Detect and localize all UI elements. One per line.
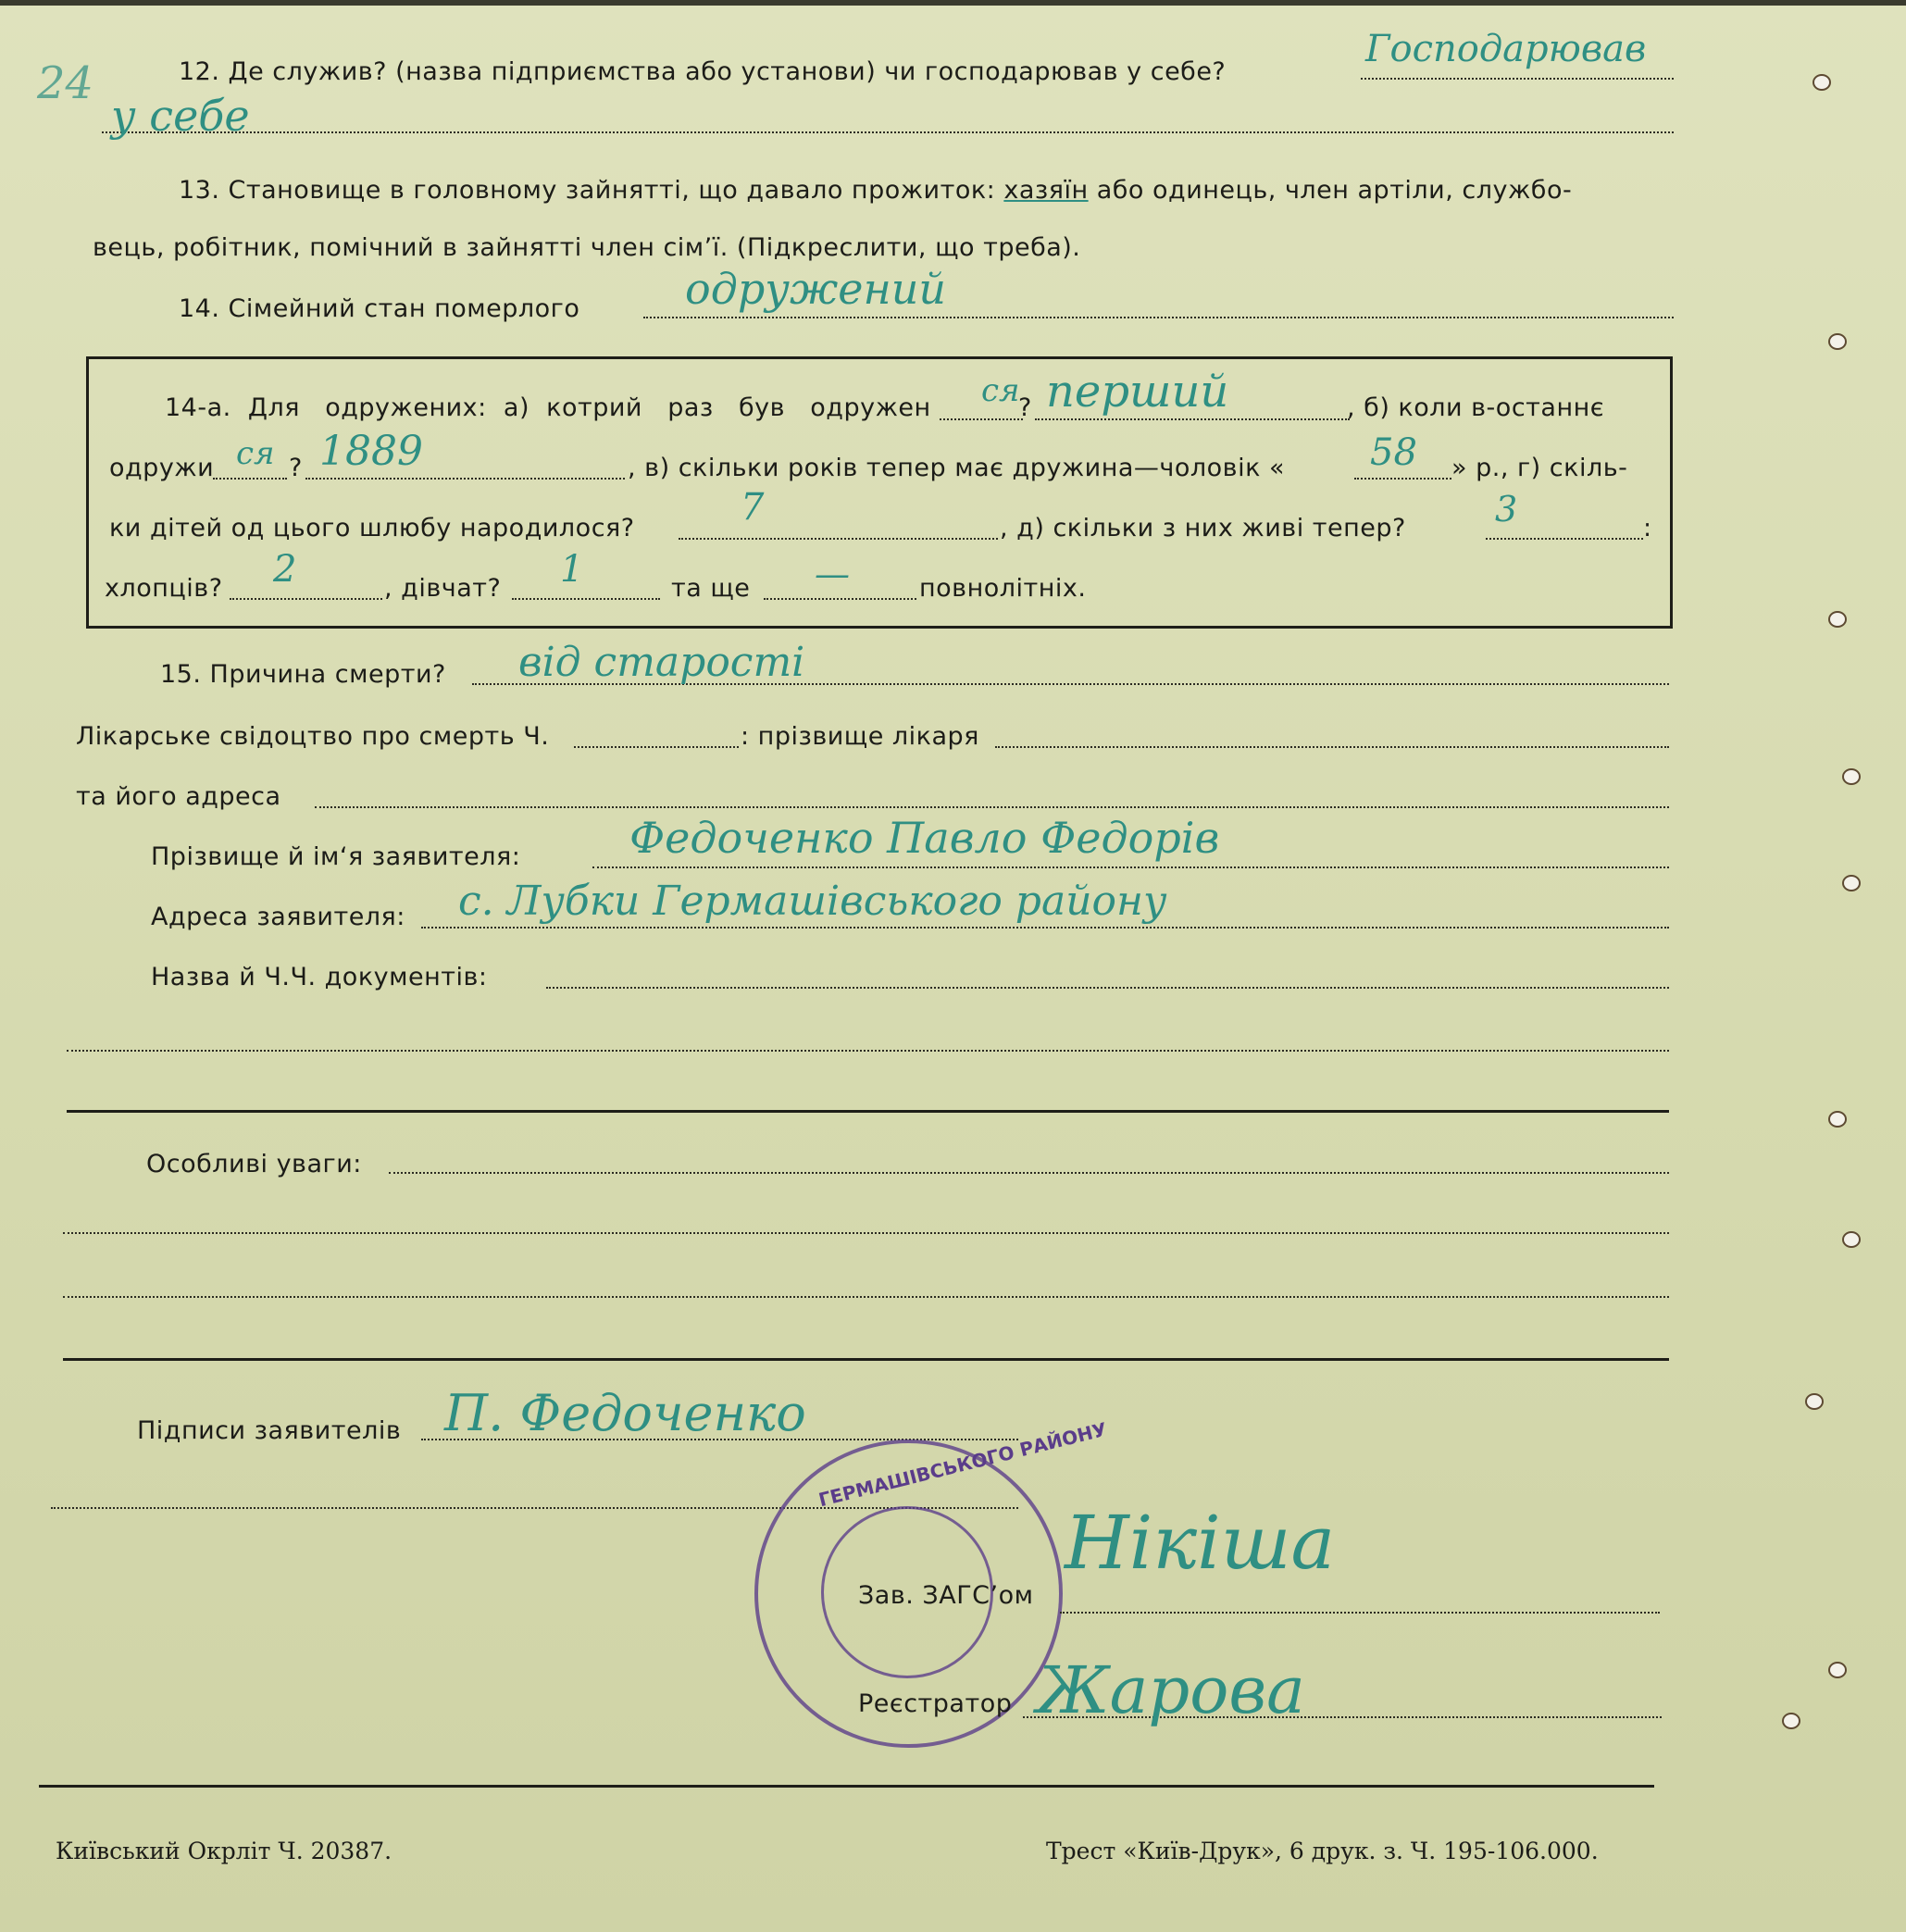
q13-line1 xyxy=(179,176,1572,205)
q14a-l2-a: одружи xyxy=(109,454,215,482)
binding-hole xyxy=(1828,611,1847,628)
q14a-hw-times: перший xyxy=(1046,366,1229,418)
bottom-rule xyxy=(39,1785,1654,1788)
doctor-cert-label: Лікарське свідоцтво про смерть Ч. xyxy=(76,722,550,751)
q14a-line1 xyxy=(165,393,931,422)
q14a-l4-b: , дівчат? xyxy=(384,574,502,603)
q14a-l1-fill-b xyxy=(1035,418,1350,420)
footer-printer: Трест «Київ-Друк», 6 друк. з. Ч. 195-106.000. xyxy=(1046,1838,1599,1864)
documents-label: Назва й Ч.Ч. документів: xyxy=(151,963,488,991)
top-edge xyxy=(0,0,1906,6)
q12-label: 12. Де служив? (назва підприємства або установи) чи господарював у себе? xyxy=(179,57,1227,86)
q14a-l3-fill-a xyxy=(679,538,998,540)
applicant-signatures-label: Підписи заявителів xyxy=(137,1416,402,1445)
q14a-l1-tail: , б) коли в-останнє xyxy=(1347,393,1605,422)
q14a-hw-alive: 3 xyxy=(1495,489,1518,530)
q14a-l4-c: та ще xyxy=(671,574,751,603)
q15-answer: від старості xyxy=(518,639,805,686)
q14-label: 14. Сімейний стан померлого xyxy=(179,294,580,323)
q13-label-before: 13. Становище в головному зайнятті, що давало прожиток: xyxy=(179,176,1004,205)
section-divider-1 xyxy=(67,1110,1669,1113)
binding-hole xyxy=(1842,768,1861,785)
doctor-name-label: : прізвище лікаря xyxy=(741,722,979,751)
zags-head-signature: Нікіша xyxy=(1065,1500,1336,1586)
doctor-cert-fill xyxy=(574,746,739,748)
q14a-l2-fill-c xyxy=(1354,478,1451,480)
q14a-hw-age: 58 xyxy=(1370,431,1417,474)
registrar-label: Реєстратор xyxy=(858,1689,1013,1718)
binding-hole xyxy=(1828,333,1847,350)
q14a-hw-su: ся xyxy=(981,372,1020,409)
section-divider-2 xyxy=(63,1358,1669,1361)
binding-hole xyxy=(1828,1662,1847,1678)
q14a-l1-text: 14-а. Для одружених: а) котрий раз був одружен xyxy=(165,393,931,422)
applicant-address: с. Лубки Гермашівського району xyxy=(458,878,1167,925)
applicant-signature: П. Федоченко xyxy=(444,1384,806,1442)
binding-hole xyxy=(1813,74,1831,91)
q15-label: 15. Причина смерти? xyxy=(160,660,446,689)
stamp-text: ГЕРМАШІВСЬКОГО РАЙОНУ xyxy=(816,1417,1110,1512)
doctor-address-label: та його адреса xyxy=(76,782,281,811)
applicant-name-label: Прізвище й ім‘я заявителя: xyxy=(151,842,521,871)
q14a-l2-mid: , в) скільки років тепер має дружина—чоловік « xyxy=(628,454,1285,482)
q14a-l3-colon: : xyxy=(1643,514,1652,542)
q14a-hw-girls: 1 xyxy=(560,548,584,591)
q14a-l3-fill-b xyxy=(1486,538,1643,540)
q14a-hw-year: 1889 xyxy=(319,428,423,475)
documents-fill-2 xyxy=(67,1050,1669,1052)
q14a-l3-b: , д) скільки з них живі тепер? xyxy=(1000,514,1406,542)
q14a-l2-q: ? xyxy=(289,454,303,482)
q14-answer: одружений xyxy=(685,264,947,314)
zags-head-fill xyxy=(1060,1612,1660,1614)
q14a-hw-boys: 2 xyxy=(273,548,297,591)
notes-label: Особливі уваги: xyxy=(146,1150,362,1178)
q14a-l4-d: повнолітніх. xyxy=(919,574,1087,603)
q14a-l2-fill-a xyxy=(213,478,287,480)
q12-margin-note: 24 xyxy=(37,57,94,109)
q13-label-after: або одинець, член артіли, службо- xyxy=(1088,176,1573,205)
binding-hole xyxy=(1842,875,1861,891)
q14a-l1-fill-a xyxy=(940,418,1023,420)
q14a-l1-q: ? xyxy=(1018,393,1032,422)
applicant-name-fill xyxy=(592,866,1669,868)
q14a-l4-fill-b xyxy=(512,598,660,600)
q14a-l4-fill-a xyxy=(230,598,382,600)
applicant-name: Федоченко Павло Федорів xyxy=(629,813,1220,863)
q13-underlined-choice: хазяїн xyxy=(1003,176,1089,205)
doctor-name-fill xyxy=(995,746,1669,748)
zags-head-label: Зав. ЗАГС’ом xyxy=(858,1581,1034,1610)
q13-line2: вець, робітник, помічний в зайнятті член сім’ї. (Підкреслити, що треба). xyxy=(93,233,1081,262)
q12-fill-line xyxy=(1361,78,1674,80)
q14a-l2-fill-b xyxy=(305,478,625,480)
notes-fill-3 xyxy=(63,1296,1669,1298)
q14a-hw-sya: ся xyxy=(236,435,275,472)
footer-censor-number: Київський Окрліт Ч. 20387. xyxy=(56,1838,392,1864)
applicant-address-fill xyxy=(421,927,1669,929)
q12-fill-line-2 xyxy=(102,131,1674,133)
q14a-l4-a: хлопців? xyxy=(105,574,223,603)
q14a-hw-adults: — xyxy=(815,554,850,594)
binding-hole xyxy=(1805,1393,1824,1410)
registrar-signature: Жарова xyxy=(1037,1652,1305,1728)
binding-hole xyxy=(1782,1713,1800,1729)
q14a-hw-children: 7 xyxy=(741,486,765,529)
notes-fill-1 xyxy=(389,1172,1669,1174)
q14a-l2-tail: » р., г) скіль- xyxy=(1451,454,1628,482)
q12-answer-line2: у себе xyxy=(111,91,250,141)
binding-hole xyxy=(1828,1111,1847,1128)
q14a-l3-a: ки дітей од цього шлюбу народилося? xyxy=(109,514,635,542)
q14-fill-line xyxy=(643,317,1674,318)
documents-fill xyxy=(546,987,1669,989)
doctor-address-fill xyxy=(315,806,1669,808)
q12-answer-line1: Господарював xyxy=(1365,28,1647,70)
binding-hole xyxy=(1842,1231,1861,1248)
notes-fill-2 xyxy=(63,1232,1669,1234)
applicant-address-label: Адреса заявителя: xyxy=(151,903,405,931)
q14a-l4-fill-c xyxy=(764,598,916,600)
